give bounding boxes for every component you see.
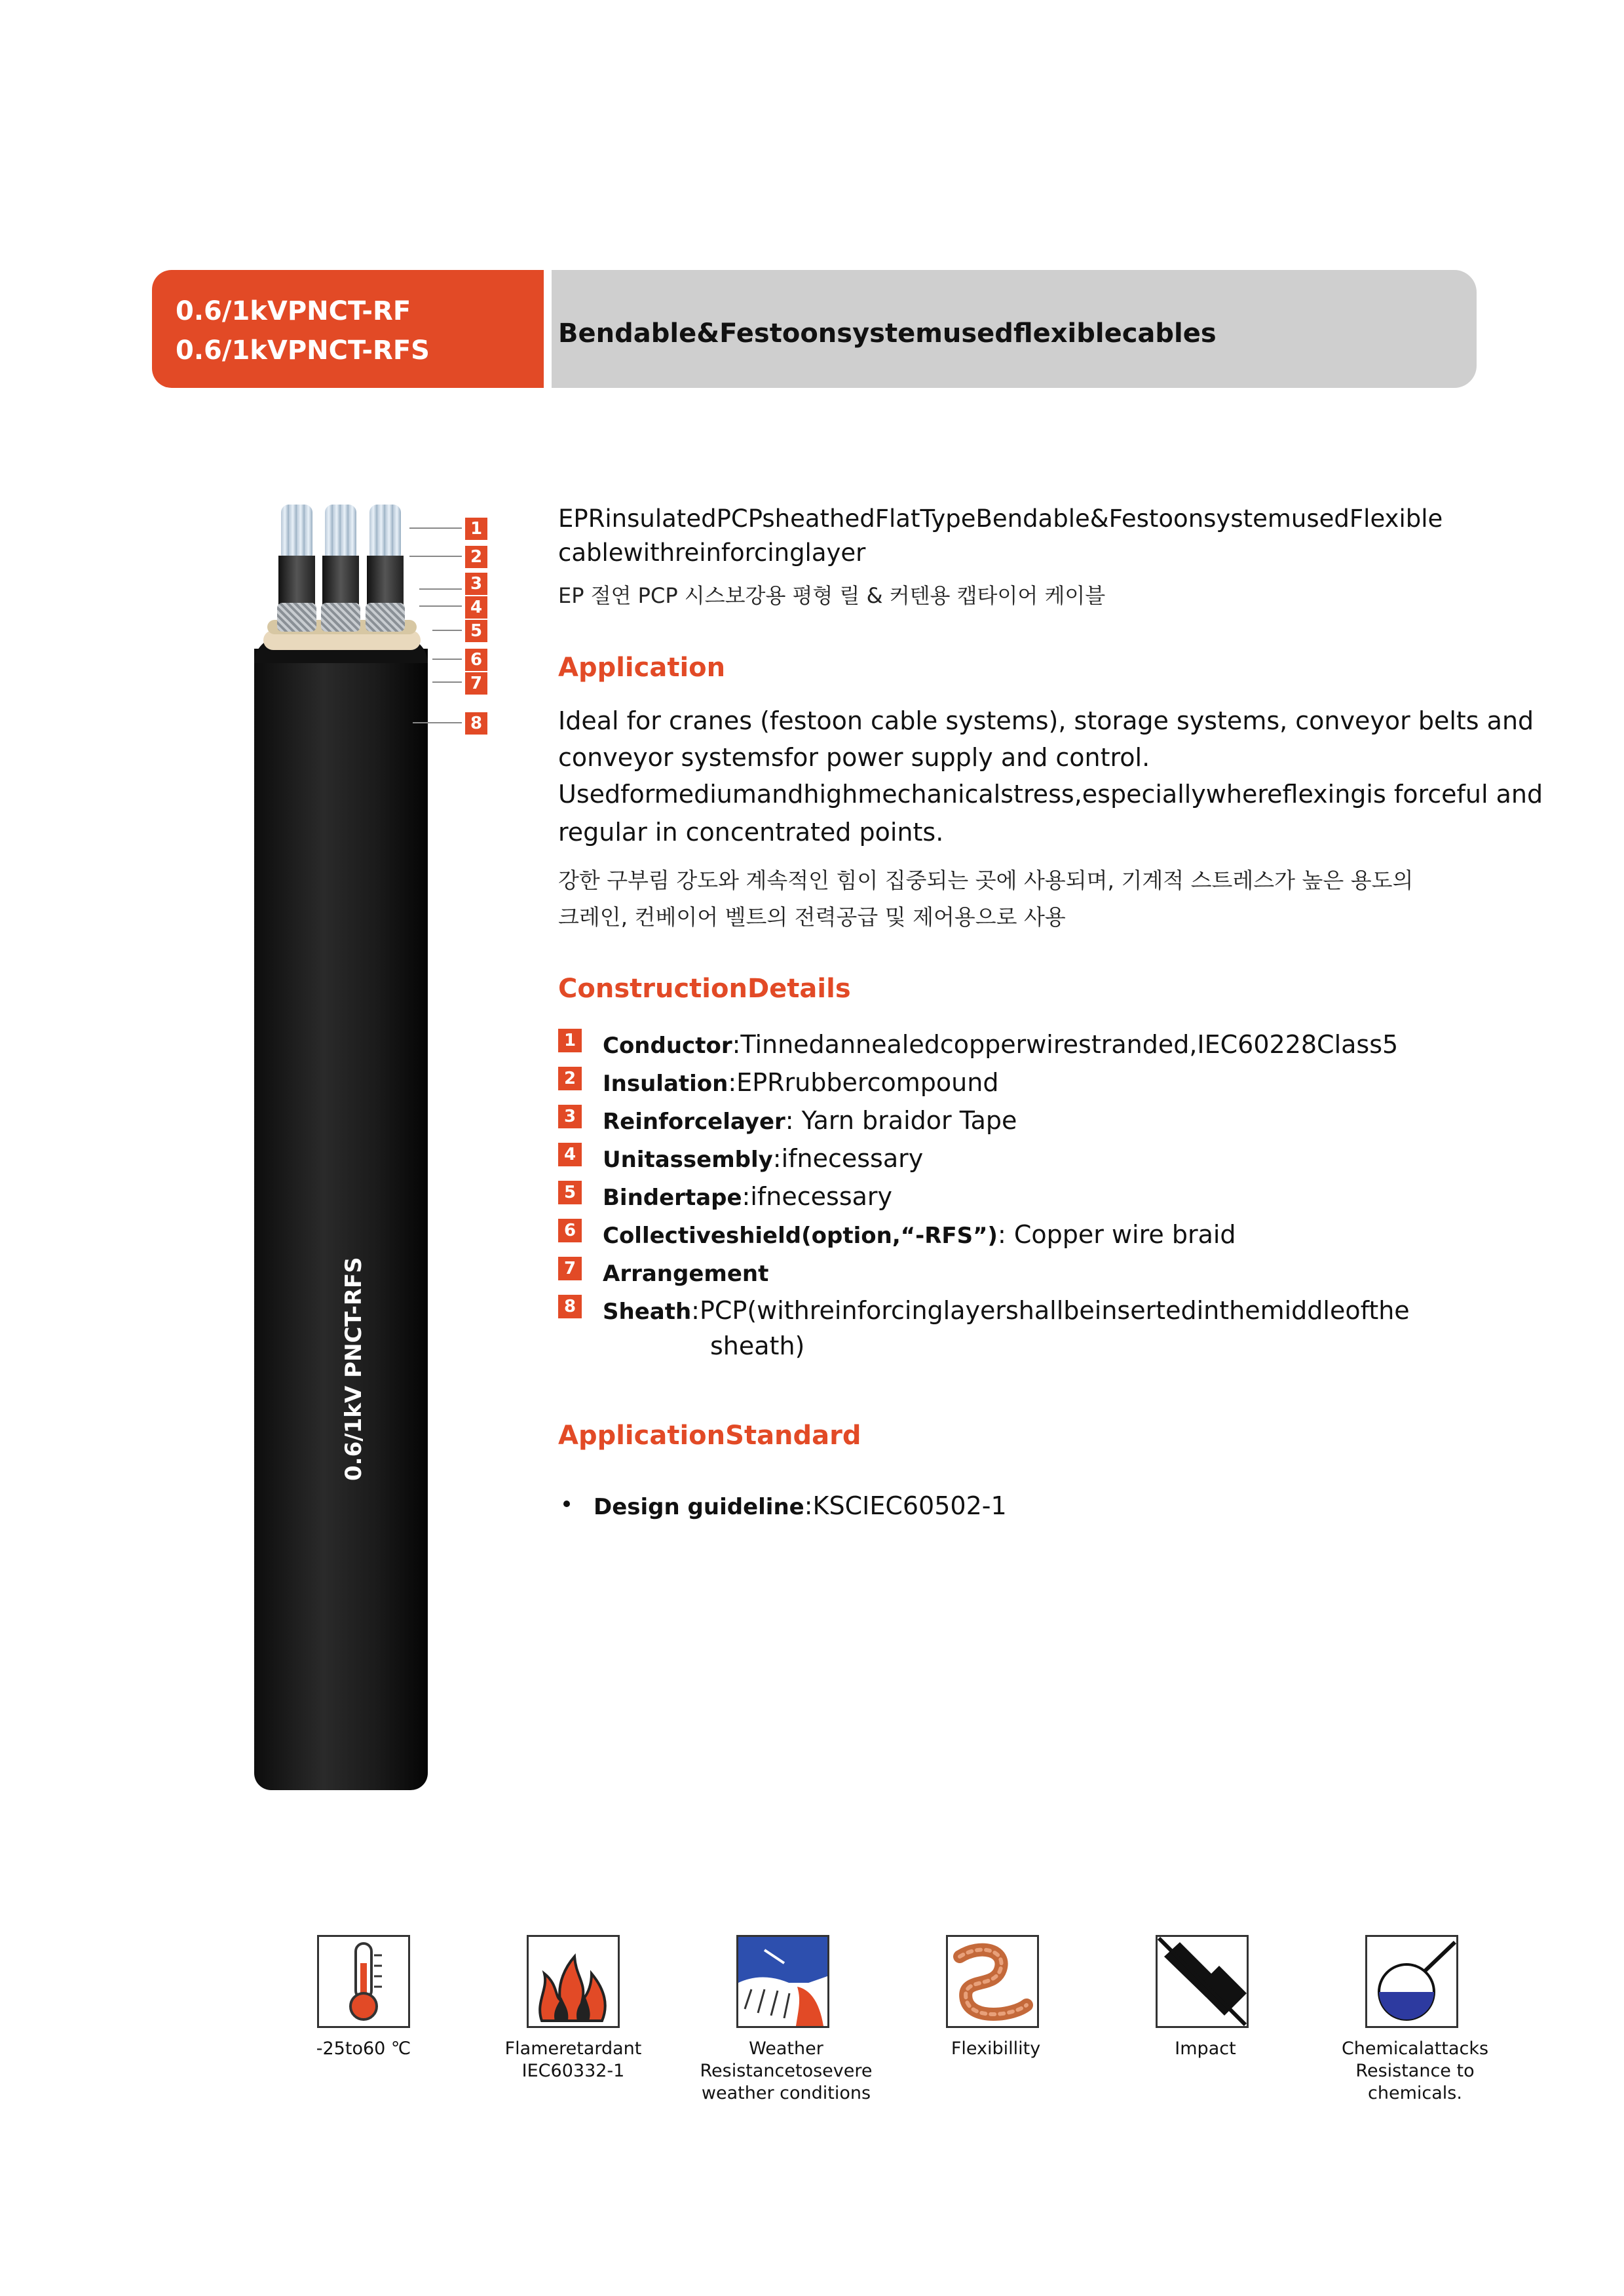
callout-6: 6: [465, 649, 487, 671]
callout-8: 8: [465, 712, 487, 735]
description-ko: EP 절연 PCP 시스보강용 평형 릴 & 커텐용 캡타이어 케이블: [558, 583, 1106, 608]
standard-heading: ApplicationStandard: [558, 1421, 861, 1451]
item-number: 6: [558, 1219, 582, 1242]
caption-line: Impact: [1175, 2038, 1236, 2059]
callout-1: 1: [465, 518, 487, 540]
cable-sheath: [254, 649, 428, 1790]
description-en-line2: cablewithreinforcinglayer: [558, 539, 866, 567]
product-code-rf: 0.6/1kVPNCT-RF: [176, 296, 411, 326]
header-code-panel: [152, 270, 544, 388]
item-label: Collectiveshield(option,“-RFS”): [603, 1223, 998, 1249]
application-heading: Application: [558, 653, 726, 683]
impact-caption: [1140, 2038, 1271, 2060]
application-line-3: Usedformediumandhighmechanicalstress,especiallywhereflexingis forceful and: [558, 780, 1543, 809]
item-label: Conductor: [603, 1033, 732, 1059]
item-value: :EPRrubbercompound: [728, 1068, 999, 1097]
item-label: Arrangement: [603, 1261, 769, 1287]
product-code-rfs: 0.6/1kVPNCT-RFS: [176, 335, 430, 366]
cable-print-label: 0.6/1kV PNCT-RFS: [341, 1257, 367, 1481]
item-number: 2: [558, 1067, 582, 1090]
caption-line: Flexibillity: [951, 2038, 1041, 2059]
weather-icon: [736, 1935, 829, 2028]
caption-line: Resistance to: [1355, 2061, 1475, 2081]
item-label: Insulation: [603, 1071, 728, 1097]
item-value: :Tinnedannealedcopperwirestranded,IEC60228Class5: [732, 1030, 1399, 1059]
caption-line: Weather: [749, 2038, 823, 2059]
flexibility-caption: [930, 2038, 1061, 2060]
item-number: 4: [558, 1143, 582, 1166]
item-value: : Yarn braidor Tape: [785, 1106, 1017, 1135]
caption-line: Chemicalattacks: [1341, 2038, 1489, 2059]
application-line-2: conveyor systemsfor power supply and control.: [558, 743, 1150, 772]
item-value: :ifnecessary: [772, 1144, 924, 1173]
chemical-caption: [1330, 2038, 1500, 2105]
chemical-icon: [1365, 1935, 1458, 2028]
item-number: 1: [558, 1029, 582, 1052]
standard-value: :KSCIEC60502-1: [804, 1491, 1007, 1520]
flame-icon: [527, 1935, 620, 2028]
caption-line: weather conditions: [701, 2083, 871, 2103]
caption-line: IEC60332-1: [521, 2061, 625, 2081]
page-title: Bendable&Festoonsystemusedflexiblecables: [558, 318, 1217, 349]
cable-core-1: [278, 505, 315, 636]
callout-7: 7: [465, 672, 487, 695]
caption-line: chemicals.: [1368, 2083, 1462, 2103]
cable-core-3: [367, 505, 404, 636]
item-value: :ifnecessary: [742, 1182, 893, 1211]
callout-3: 3: [465, 573, 487, 595]
flame-caption: [498, 2038, 649, 2082]
application-ko-line-1: 강한 구부림 강도와 계속적인 힘이 집중되는 곳에 사용되며, 기계적 스트레스가 높은 용도의: [558, 868, 1414, 893]
item-number: 7: [558, 1257, 582, 1280]
application-line-1: Ideal for cranes (festoon cable systems), storage systems, conveyor belts and: [558, 706, 1534, 735]
callout-5: 5: [465, 620, 487, 642]
cable-illustration: [249, 485, 459, 1795]
item-number: 3: [558, 1105, 582, 1128]
standard-label: Design guideline: [594, 1494, 804, 1520]
application-line-4: regular in concentrated points.: [558, 818, 944, 847]
callout-4: 4: [465, 596, 487, 619]
callout-2: 2: [465, 546, 487, 568]
impact-icon: [1156, 1935, 1249, 2028]
item-number: 5: [558, 1181, 582, 1204]
item-number: 8: [558, 1295, 582, 1318]
item-value: : Copper wire braid: [997, 1220, 1236, 1249]
construction-heading: ConstructionDetails: [558, 974, 851, 1004]
caption-line: -25to60 ℃: [316, 2038, 411, 2059]
caption-line: Flameretardant: [504, 2038, 642, 2059]
item-label: Bindertape: [603, 1185, 742, 1211]
flexibility-icon: [946, 1935, 1039, 2028]
sheath-continuation: sheath): [710, 1331, 805, 1360]
thermometer-icon: [317, 1935, 410, 2028]
item-label: Sheath: [603, 1299, 692, 1325]
thermometer-caption: [308, 2038, 419, 2060]
item-value: :PCP(withreinforcinglayershallbeinsertedinthemiddleofthe: [691, 1296, 1410, 1325]
application-ko-line-2: 크레인, 컨베이어 벨트의 전력공급 및 제어용으로 사용: [558, 904, 1066, 930]
weather-caption: [688, 2038, 884, 2105]
bullet-icon: [563, 1501, 570, 1507]
cable-core-2: [322, 505, 359, 636]
item-label: Unitassembly: [603, 1147, 773, 1173]
item-label: Reinforcelayer: [603, 1109, 785, 1135]
description-en-line1: EPRinsulatedPCPsheathedFlatTypeBendable&FestoonsystemusedFlexible: [558, 505, 1443, 533]
caption-line: Resistancetosevere: [700, 2061, 873, 2081]
header-separator: [544, 270, 552, 388]
